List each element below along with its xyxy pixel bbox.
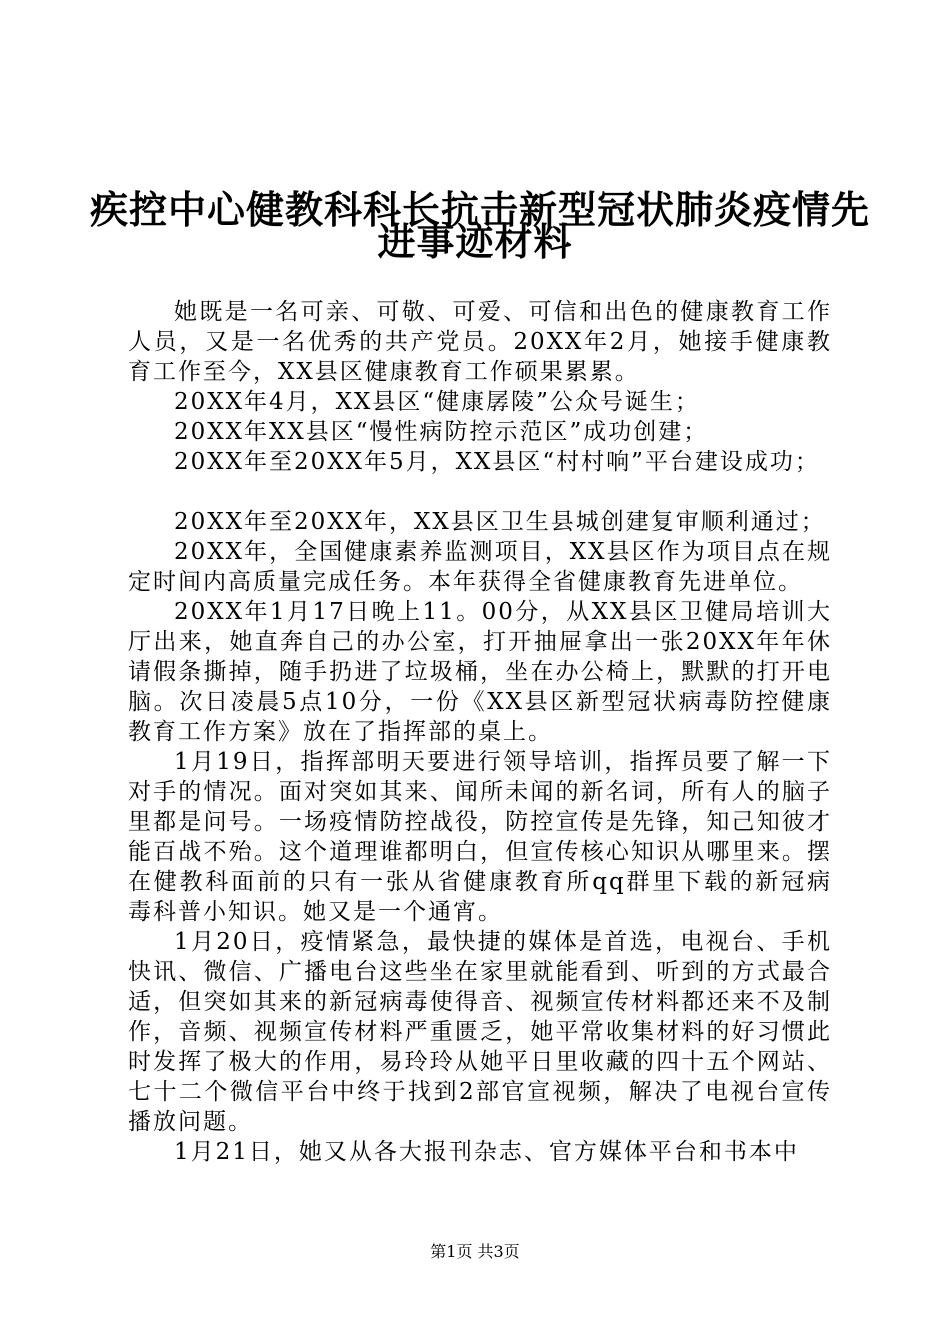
paragraph-achievement-4: 20XX年至20XX年，XX县区卫生县城创建复审顺利通过； xyxy=(174,509,826,535)
document-title-line-1: 疾控中心健教科科长抗击新型冠状肺炎疫情先 xyxy=(90,188,871,232)
paragraph-achievement-2: 20XX年XX县区“慢性病防控示范区”成功创建； xyxy=(174,419,709,445)
page-number-footer: 第1页 共3页 xyxy=(430,1242,520,1261)
paragraph-achievement-1: 20XX年4月，XX县区“健康孱陵”公众号诞生； xyxy=(174,389,700,415)
document-title-line-2: 进事迹材料 xyxy=(377,220,573,264)
paragraph-intro: 她既是一名可亲、可敬、可爱、可信和出色的健康教育工作人员，又是一名优秀的共产党员。20XX年2月，她接手健康教育工作至今，XX县区健康教育工作硕果累累。 xyxy=(128,299,832,385)
paragraph-jan-21: 1月21日，她又从各大报刊杂志、官方媒体平台和书本中 xyxy=(174,1139,799,1165)
document-body xyxy=(128,297,832,1167)
paragraph-jan-19: 1月19日，指挥部明天要进行领导培训，指挥员要了解一下对手的情况。面对突如其来、闻所未闻的新名词，所有人的脑子里都是问号。一场疫情防控战役，防控宣传是先锋，知己知彼才能百战不殆。这个道理谁都明白，但宣传核心知识从哪里来。摆在健教科面前的只有一张从省健康教育所qq群里下载的新冠病毒科普小知识。她又是一个通宵。 xyxy=(128,749,832,925)
paragraph-jan-17: 20XX年1月17日晚上11。00分，从XX县区卫健局培训大厅出来，她直奔自己的办公室，打开抽屉拿出一张20XX年年休请假条撕掉，随手扔进了垃圾桶，坐在办公椅上，默默的打开电脑。次日凌晨5点10分，一份《XX县区新型冠状病毒防控健康教育工作方案》放在了指挥部的桌上。 xyxy=(128,599,832,745)
paragraph-achievement-5: 20XX年，全国健康素养监测项目，XX县区作为项目点在规定时间内高质量完成任务。本年获得全省健康教育先进单位。 xyxy=(128,539,832,595)
paragraph-achievement-3: 20XX年至20XX年5月，XX县区“村村响”平台建设成功； xyxy=(174,449,820,475)
paragraph-jan-20: 1月20日，疫情紧急，最快捷的媒体是首选，电视台、手机快讯、微信、广播电台这些坐在家里就能看到、听到的方式最合适，但突如其来的新冠病毒使得音、视频宣传材料都还来不及制作，音频、视频宣传材料严重匮乏，她平常收集材料的好习惯此时发挥了极大的作用，易玲玲从她平日里收藏的四十五个网站、七十二个微信平台中终于找到2部官宣视频，解决了电视台宣传播放问题。 xyxy=(128,929,832,1135)
